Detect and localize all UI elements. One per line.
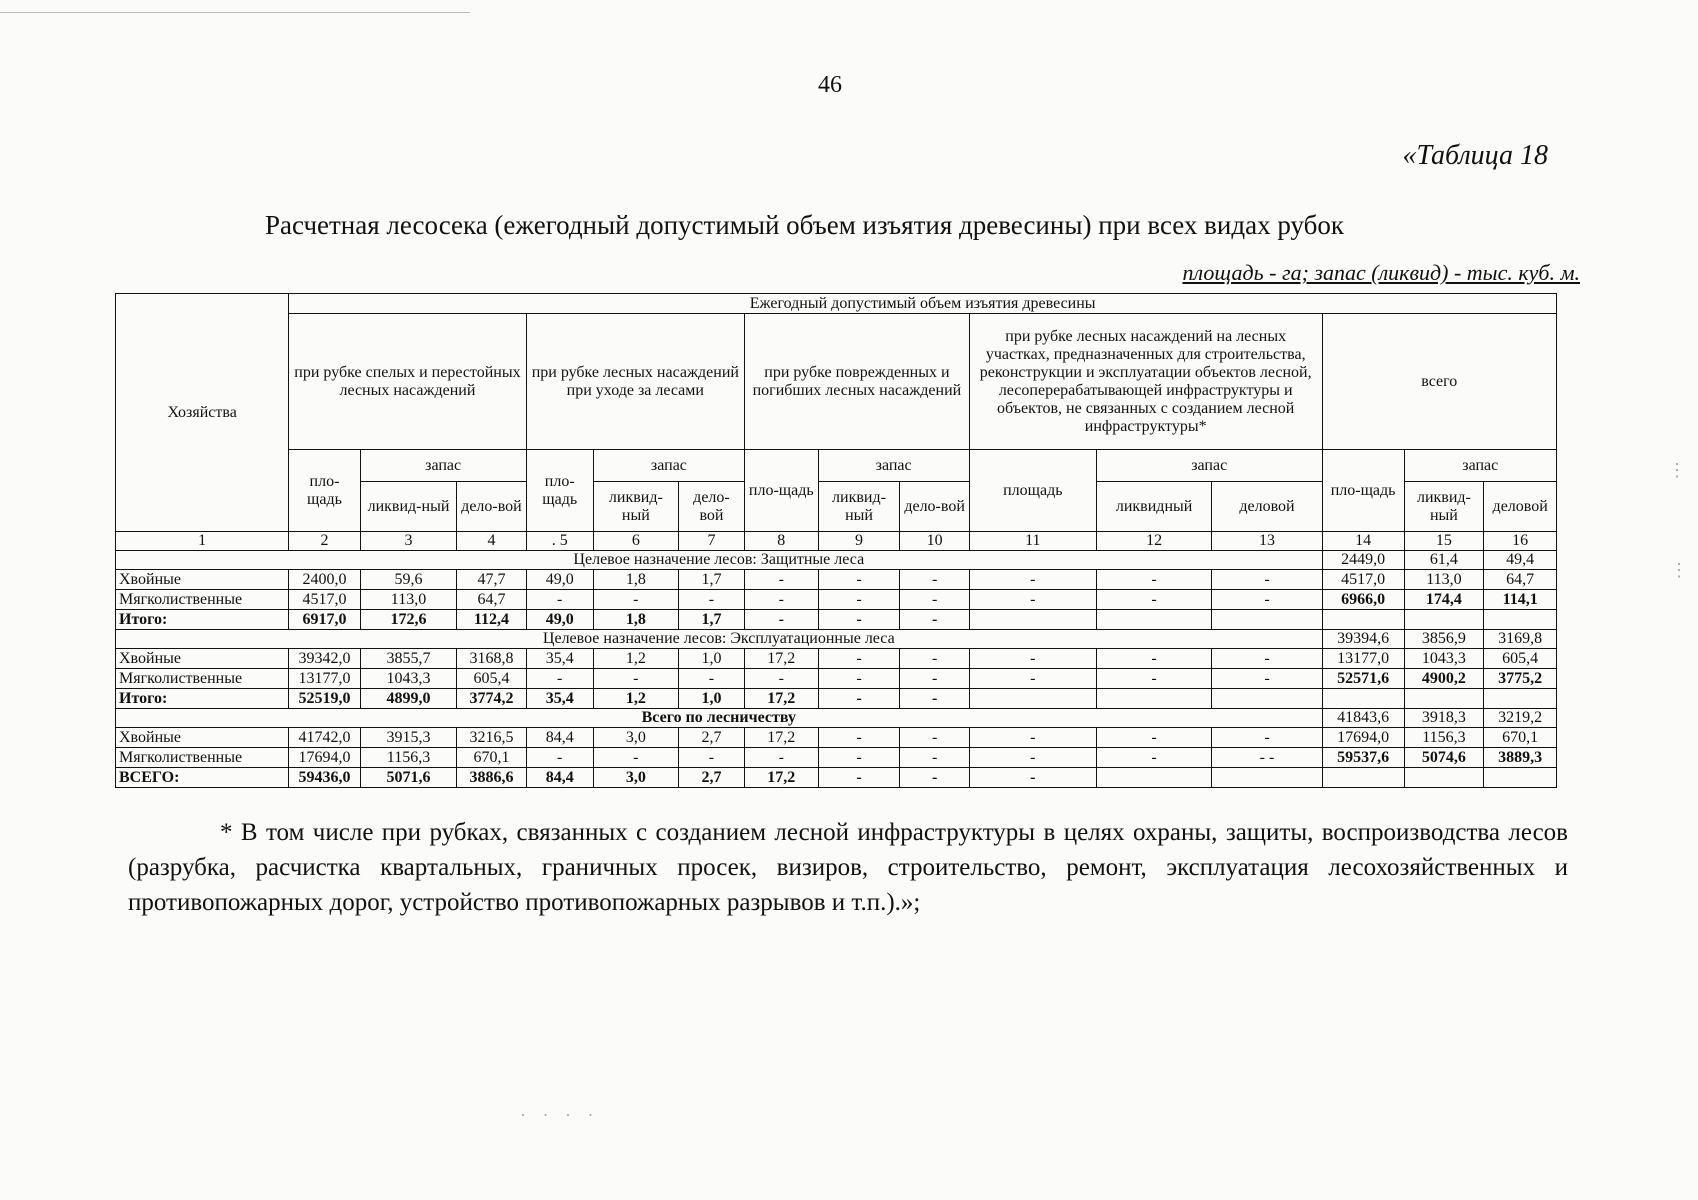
table-cell: 52519,0: [289, 689, 360, 709]
table-cell: 3216,5: [457, 728, 526, 748]
table-row: [116, 570, 1557, 590]
table-cell: [1212, 689, 1322, 709]
table-cell: [1404, 689, 1484, 709]
row-name: Мягколиственные: [116, 669, 289, 689]
table-total-row: [116, 768, 1557, 788]
table-cell: 605,4: [1484, 649, 1557, 669]
section-label: Всего по лесничеству: [116, 709, 1323, 728]
table-cell: -: [1096, 590, 1212, 610]
table-cell: -: [969, 768, 1096, 788]
table-cell: 35,4: [526, 649, 593, 669]
table-cell: -: [678, 590, 744, 610]
section-total-cell: 3918,3: [1404, 709, 1484, 728]
table-cell: -: [526, 590, 593, 610]
header-liquid: ликвид-ный: [360, 482, 457, 532]
column-number: 1: [116, 532, 289, 551]
header-area: пло-щадь: [289, 450, 360, 532]
table-cell: 1,0: [678, 649, 744, 669]
table-cell: 47,7: [457, 570, 526, 590]
column-number: 11: [969, 532, 1096, 551]
table-cell: [1322, 768, 1404, 788]
table-cell: 64,7: [1484, 570, 1557, 590]
table-cell: [1404, 768, 1484, 788]
header-area: пло-щадь: [745, 450, 819, 532]
header-commercial: дело-вой: [900, 482, 969, 532]
header-group-ripe: при рубке спелых и перестойных лесных насаждений: [289, 314, 526, 450]
table-cell: 1,2: [593, 689, 678, 709]
header-zapas: запас: [593, 450, 744, 482]
header-annual-volume: Ежегодный допустимый объем изъятия древесины: [289, 294, 1557, 314]
table-total-row: [116, 689, 1557, 709]
header-group-infra: при рубке лесных насаждений на лесных участках, предназначенных для строительства, реконструкции и эксплуатации объектов лесной, лесоперерабатывающей инфраструктуры и объектов, не связанных с созданием лесной инфраструктуры*: [969, 314, 1322, 450]
table-cell: 52571,6: [1322, 669, 1404, 689]
document-title: Расчетная лесосека (ежегодный допустимый объем изъятия древесины) при всех видах рубок: [265, 210, 1344, 240]
header-group-total: всего: [1322, 314, 1556, 450]
column-number-row: [116, 532, 1557, 551]
table-cell: 17,2: [745, 768, 819, 788]
row-name: Итого:: [116, 689, 289, 709]
table-cell: -: [1212, 728, 1322, 748]
table-cell: 64,7: [457, 590, 526, 610]
table-cell: -: [900, 669, 969, 689]
row-name: Итого:: [116, 610, 289, 630]
section-total-cell: 2449,0: [1322, 551, 1404, 570]
table-cell: [1096, 768, 1212, 788]
section-label: Целевое назначение лесов: Защитные леса: [116, 551, 1323, 570]
table-cell: 35,4: [526, 689, 593, 709]
column-number: 4: [457, 532, 526, 551]
table-cell: 5071,6: [360, 768, 457, 788]
table-cell: -: [969, 748, 1096, 768]
column-number: 10: [900, 532, 969, 551]
table-cell: 13177,0: [289, 669, 360, 689]
table-row: [116, 748, 1557, 768]
header-commercial: дело-вой: [457, 482, 526, 532]
table-cell: 17,2: [745, 649, 819, 669]
scan-speckles: ⋮: [1670, 560, 1694, 580]
table-cell: 1156,3: [360, 748, 457, 768]
section-row: [116, 630, 1557, 649]
header-zapas: запас: [360, 450, 526, 482]
table-cell: 3,0: [593, 728, 678, 748]
table-cell: 605,4: [457, 669, 526, 689]
column-number: 12: [1096, 532, 1212, 551]
table-cell: -: [818, 669, 900, 689]
table-cell: -: [900, 748, 969, 768]
table-cell: 59,6: [360, 570, 457, 590]
table-cell: 3775,2: [1484, 669, 1557, 689]
column-number: 7: [678, 532, 744, 551]
table-cell: -: [1212, 649, 1322, 669]
table-row: [116, 649, 1557, 669]
table-cell: 4517,0: [1322, 570, 1404, 590]
table-total-row: [116, 610, 1557, 630]
table-cell: -: [1096, 669, 1212, 689]
table-cell: 1,8: [593, 570, 678, 590]
scan-edge-line: [0, 12, 470, 13]
table-cell: 84,4: [526, 768, 593, 788]
header-area: пло-щадь: [1322, 450, 1404, 532]
table-cell: -: [818, 689, 900, 709]
scan-speckles: · · · ·: [520, 1105, 600, 1125]
table-cell: 174,4: [1404, 590, 1484, 610]
table-cell: 3,0: [593, 768, 678, 788]
table-cell: -: [678, 669, 744, 689]
table-cell: -: [818, 610, 900, 630]
table-cell: -: [969, 728, 1096, 748]
harvest-table: [115, 293, 1557, 788]
table-cell: [969, 610, 1096, 630]
header-group-care: при рубке лесных насаждений при уходе за лесами: [526, 314, 744, 450]
table-cell: 113,0: [360, 590, 457, 610]
header-zapas: запас: [1096, 450, 1322, 482]
row-name: Хвойные: [116, 649, 289, 669]
table-cell: [1484, 610, 1557, 630]
table-cell: -: [900, 570, 969, 590]
section-total-cell: 61,4: [1404, 551, 1484, 570]
table-cell: -: [969, 590, 1096, 610]
table-cell: -: [593, 590, 678, 610]
table-cell: -: [745, 610, 819, 630]
section-total-cell: 3169,8: [1484, 630, 1557, 649]
column-number: 14: [1322, 532, 1404, 551]
section-row: [116, 551, 1557, 570]
table-cell: 1156,3: [1404, 728, 1484, 748]
table-cell: 2,7: [678, 728, 744, 748]
section-label: Целевое назначение лесов: Эксплуатационные леса: [116, 630, 1323, 649]
table-cell: -: [900, 610, 969, 630]
table-cell: 17694,0: [289, 748, 360, 768]
table-cell: 4517,0: [289, 590, 360, 610]
header-liquid: ликвид-ный: [818, 482, 900, 532]
table-cell: -: [818, 590, 900, 610]
table-cell: -: [1212, 570, 1322, 590]
table-cell: 2,7: [678, 768, 744, 788]
table-cell: 3889,3: [1484, 748, 1557, 768]
table-cell: 84,4: [526, 728, 593, 748]
column-number: 9: [818, 532, 900, 551]
table-cell: [1212, 610, 1322, 630]
table-cell: 114,1: [1484, 590, 1557, 610]
table-cell: 49,0: [526, 610, 593, 630]
table-cell: [1322, 689, 1404, 709]
table-cell: 41742,0: [289, 728, 360, 748]
table-cell: -: [818, 649, 900, 669]
section-row: [116, 709, 1557, 728]
table-cell: 39342,0: [289, 649, 360, 669]
table-cell: 4899,0: [360, 689, 457, 709]
table-cell: 1,7: [678, 570, 744, 590]
footnote: * В том числе при рубках, связанных с созданием лесной инфраструктуры в целях охраны, защиты, воспроизводства лесов (разрубка, расчистка квартальных, граничных просек, визиров, строительство, ремонт, эксплуатация лесохозяйственных и противопожарных дорог, устройство противопожарных разрывов и т.п.).»;: [128, 819, 1568, 916]
table-cell: -: [526, 748, 593, 768]
table-cell: -: [900, 768, 969, 788]
row-name: Мягколиственные: [116, 590, 289, 610]
row-name: Мягколиственные: [116, 748, 289, 768]
section-total-cell: 49,4: [1484, 551, 1557, 570]
units-note: площадь - га; запас (ликвид) - тыс. куб. м.: [1182, 260, 1580, 285]
table-cell: -: [1212, 590, 1322, 610]
table-cell: -: [818, 728, 900, 748]
table-cell: [1096, 689, 1212, 709]
table-cell: 1043,3: [1404, 649, 1484, 669]
table-cell: 59537,6: [1322, 748, 1404, 768]
column-number: . 5: [526, 532, 593, 551]
row-name: ВСЕГО:: [116, 768, 289, 788]
table-cell: 13177,0: [1322, 649, 1404, 669]
table-cell: -: [969, 570, 1096, 590]
table-cell: 113,0: [1404, 570, 1484, 590]
table-cell: 112,4: [457, 610, 526, 630]
table-cell: [1404, 610, 1484, 630]
header-liquid: ликвид-ный: [593, 482, 678, 532]
header-group-damaged: при рубке поврежденных и погибших лесных насаждений: [745, 314, 970, 450]
table-cell: -: [745, 748, 819, 768]
table-cell: -: [818, 768, 900, 788]
table-row: [116, 728, 1557, 748]
table-cell: -: [1096, 649, 1212, 669]
table-cell: 670,1: [457, 748, 526, 768]
section-total-cell: 41843,6: [1322, 709, 1404, 728]
table-cell: -: [1096, 748, 1212, 768]
table-cell: -: [1096, 570, 1212, 590]
table-row: [116, 590, 1557, 610]
column-number: 15: [1404, 532, 1484, 551]
table-cell: -: [900, 649, 969, 669]
table-cell: -: [1096, 728, 1212, 748]
table-cell: -: [678, 748, 744, 768]
table-cell: 1043,3: [360, 669, 457, 689]
column-number: 16: [1484, 532, 1557, 551]
header-farms: Хозяйства: [116, 294, 289, 532]
table-cell: -: [593, 669, 678, 689]
table-cell: -: [1212, 669, 1322, 689]
section-total-cell: 3856,9: [1404, 630, 1484, 649]
table-cell: 2400,0: [289, 570, 360, 590]
table-cell: -: [745, 669, 819, 689]
scan-speckles: ⋮: [1668, 460, 1692, 480]
table-cell: [1212, 768, 1322, 788]
table-cell: 3915,3: [360, 728, 457, 748]
table-body: [116, 551, 1557, 788]
section-total-cell: 3219,2: [1484, 709, 1557, 728]
table-cell: 3774,2: [457, 689, 526, 709]
table-cell: 1,0: [678, 689, 744, 709]
header-liquid: ликвид-ный: [1404, 482, 1484, 532]
table-cell: -: [969, 669, 1096, 689]
table-cell: 3168,8: [457, 649, 526, 669]
table-cell: 670,1: [1484, 728, 1557, 748]
header-commercial: дело-вой: [678, 482, 744, 532]
column-number: 2: [289, 532, 360, 551]
table-cell: -: [900, 728, 969, 748]
table-cell: -: [745, 570, 819, 590]
table-cell: 6966,0: [1322, 590, 1404, 610]
table-cell: [969, 689, 1096, 709]
table-cell: 49,0: [526, 570, 593, 590]
row-name: Хвойные: [116, 570, 289, 590]
table-cell: -: [745, 590, 819, 610]
table-cell: -: [818, 570, 900, 590]
table-row: [116, 669, 1557, 689]
table-cell: 59436,0: [289, 768, 360, 788]
table-cell: [1484, 768, 1557, 788]
table-cell: 3855,7: [360, 649, 457, 669]
column-number: 8: [745, 532, 819, 551]
header-commercial-full: деловой: [1212, 482, 1322, 532]
table-cell: -: [526, 669, 593, 689]
column-number: 13: [1212, 532, 1322, 551]
page-number: 46: [818, 72, 842, 98]
header-zapas: запас: [818, 450, 969, 482]
table-cell: 17,2: [745, 728, 819, 748]
table-cell: - -: [1212, 748, 1322, 768]
table-cell: 4900,2: [1404, 669, 1484, 689]
table-cell: 172,6: [360, 610, 457, 630]
section-total-cell: 39394,6: [1322, 630, 1404, 649]
table-cell: -: [900, 689, 969, 709]
table-cell: [1322, 610, 1404, 630]
table-cell: -: [900, 590, 969, 610]
header-liquid-full: ликвидный: [1096, 482, 1212, 532]
header-area: пло-щадь: [526, 450, 593, 532]
table-cell: 3886,6: [457, 768, 526, 788]
table-cell: 1,8: [593, 610, 678, 630]
header-zapas: запас: [1404, 450, 1556, 482]
header-area-full: площадь: [969, 450, 1096, 532]
table-cell: 17,2: [745, 689, 819, 709]
table-cell: 5074,6: [1404, 748, 1484, 768]
column-number: 3: [360, 532, 457, 551]
table-cell: -: [818, 748, 900, 768]
table-cell: 1,2: [593, 649, 678, 669]
table-cell: -: [593, 748, 678, 768]
row-name: Хвойные: [116, 728, 289, 748]
table-cell: 6917,0: [289, 610, 360, 630]
header-commercial-full: деловой: [1484, 482, 1557, 532]
table-caption: «Таблица 18: [1402, 140, 1548, 171]
table-cell: -: [969, 649, 1096, 669]
table-cell: [1484, 689, 1557, 709]
table-cell: [1096, 610, 1212, 630]
table-cell: 1,7: [678, 610, 744, 630]
table-cell: 17694,0: [1322, 728, 1404, 748]
column-number: 6: [593, 532, 678, 551]
